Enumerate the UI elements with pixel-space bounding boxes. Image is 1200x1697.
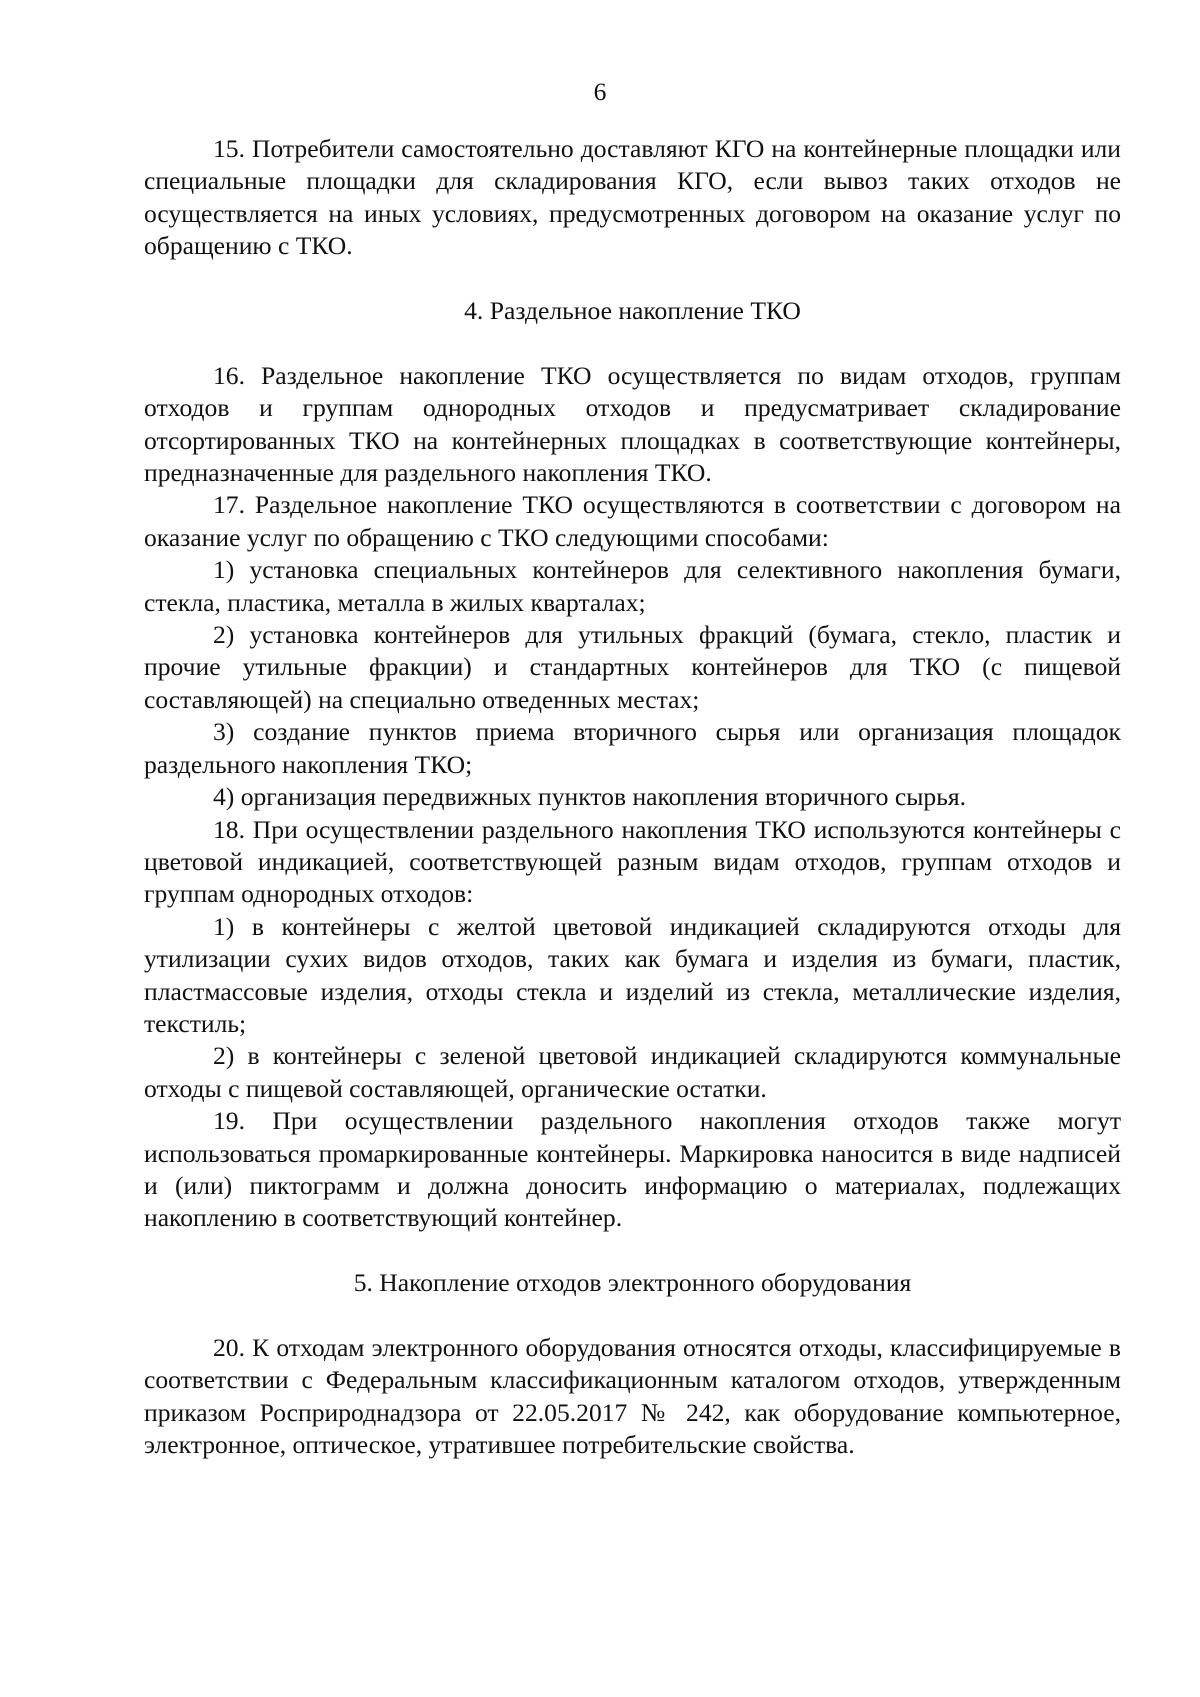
paragraph-19: 19. При осуществлении раздельного накопления отходов также могут использоваться промаркированные контейнеры. Маркировка наносится в виде надписей и (или) пиктограмм и должна доносить информацию о материалах, подлежащих накоплению в соответствующий контейнер. [144, 1106, 1121, 1233]
spacer [144, 327, 1121, 359]
section-heading-5: 5. Накопление отходов электронного оборудования [353, 1268, 912, 1298]
list-item-17-2: 2) установка контейнеров для утильных фракций (бумага, стекло, пластик и прочие утильные фракции) и стандартных контейнеров для ТКО (с пищевой составляющей) на специально отведенных местах; [144, 620, 1121, 714]
paragraph-18: 18. При осуществлении раздельного накопления ТКО используются контейнеры с цветовой индикацией, соответствующей разным видам отходов, группам отходов и группам однородных отходов: [144, 814, 1121, 909]
list-item-18-2: 2) в контейнеры с зеленой цветовой индикацией складируются коммунальные отходы с пищевой составляющей, органические остатки. [144, 1041, 1121, 1103]
spacer [144, 1300, 1121, 1332]
list-item-17-4: 4) организация передвижных пунктов накопления вторичного сырья. [213, 782, 967, 812]
list-item-17-1: 1) установка специальных контейнеров для селективного накопления бумаги, стекла, пластика, металла в жилых кварталах; [144, 555, 1121, 617]
spacer [144, 1235, 1121, 1267]
list-item-18-1: 1) в контейнеры с желтой цветовой индикацией складируются отходы для утилизации сухих видов отходов, таких как бумага и изделия из бумаги, пластик, пластмассовые изделия, отходы стекла и изделий из стекла, металлические изделия, текстиль; [144, 911, 1121, 1038]
spacer [144, 263, 1121, 295]
paragraph-20: 20. К отходам электронного оборудования относятся отходы, классифицируемые в соответствии с Федеральным классификационным каталогом отходов, утвержденным приказом Росприроднадзора от 22.05.2017 № 242, как оборудование компьютерное, электронное, оптическое, утратившее потребительские свойства. [144, 1332, 1121, 1460]
paragraph-16: 16. Раздельное накопление ТКО осуществляется по видам отходов, группам отходов и группам однородных отходов и предусматривает складирование отсортированных ТКО на контейнерных площадках в соответствующие контейнеры, предназначенные для раздельного накопления ТКО. [144, 360, 1121, 488]
section-heading-4: 4. Раздельное накопление ТКО [464, 296, 801, 326]
paragraph-17: 17. Раздельное накопление ТКО осуществляются в соответствии с договором на оказание услуг по обращению с ТКО следующими способами: [144, 490, 1121, 552]
paragraph-15: 15. Потребители самостоятельно доставляют КГО на контейнерные площадки или специальные площадки для складирования КГО, если вывоз таких отходов не осуществляется на иных условиях, предусмотренных договором на оказание услуг по обращению с ТКО. [144, 134, 1121, 261]
page-number: 6 [593, 77, 607, 106]
list-item-17-3: 3) создание пунктов приема вторичного сырья или организация площадок раздельного накопления ТКО; [144, 717, 1121, 779]
document-body [144, 133, 1121, 1462]
